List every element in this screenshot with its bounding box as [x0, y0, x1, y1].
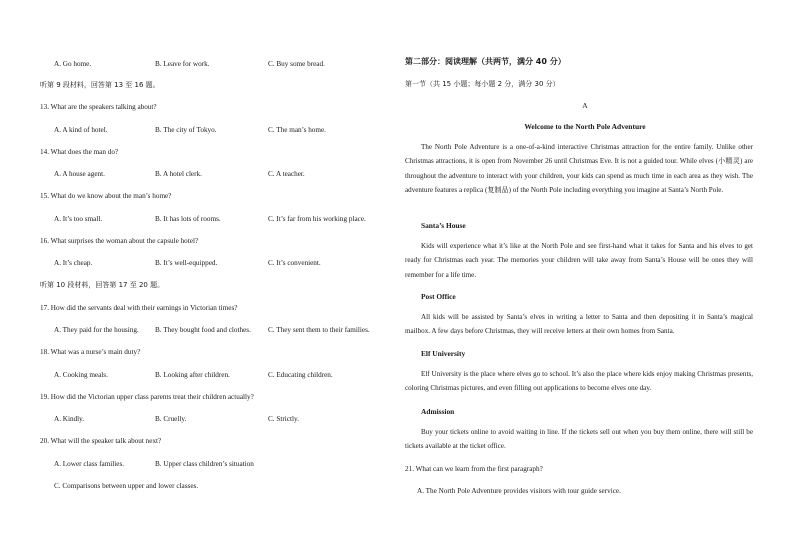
q21-option-a[interactable]: A. The North Pole Adventure provides visitors with tour guide service. — [417, 487, 621, 495]
q13-option-c[interactable]: C. The man’s home. — [268, 126, 326, 134]
question-15: 15. What do we know about the man’s home? — [40, 192, 172, 200]
question-19: 19. How did the Victorian upper class parents treat their children actually? — [40, 393, 254, 401]
q14-option-a[interactable]: A. A house agent. — [54, 170, 105, 178]
paragraph-santas-house: Kids will experience what it’s like at the North Pole and see first-hand what it takes for Santa and his elves to get ready for Christmas each year. The memories your children will take away from Santa’s House will be ones they will remember for a life time. — [405, 242, 753, 279]
q19-option-a[interactable]: A. Kindly. — [54, 415, 85, 423]
q16-option-a[interactable]: A. It’s cheap. — [54, 259, 93, 267]
q17-option-c[interactable]: C. They sent them to their families. — [268, 326, 370, 334]
part-two-heading: 第二部分：阅读理解（共两节，满分 40 分） — [405, 57, 566, 66]
paragraph-post-office: All kids will be assisted by Santa’s elves in writing a letter to Santa and then depositing it in Santa’s magical mailbox. A few days before Christmas, they will receive letters at their own homes from Santa. — [405, 313, 753, 336]
q20-option-c[interactable]: C. Comparisons between upper and lower classes. — [54, 482, 199, 490]
question-16: 16. What surprises the woman about the capsule hotel? — [40, 237, 199, 245]
paragraph-intro: The North Pole Adventure is a one-of-a-kind interactive Christmas attraction for the entire family. Unlike other Christmas attractions, it is open from November 26 until Christmas Eve. It is not a guided tour. While elves (小精灵) are throughout the adventure to interact with your children, your kids can spend as much time in each area as they wish. The adventure features a replica (复制品) of the North Pole including everything you imagine at Santa’s North Pole. — [405, 143, 753, 194]
q15-option-c[interactable]: C. It’s far from his working place. — [268, 215, 366, 223]
question-13: 13. What are the speakers talking about? — [40, 103, 157, 111]
section-one-heading: 第一节（共 15 小题；每小题 2 分，满分 30 分） — [405, 80, 560, 88]
q18-option-a[interactable]: A. Cooking meals. — [54, 371, 108, 379]
heading-post-office: Post Office — [421, 292, 456, 301]
heading-admission: Admission — [421, 407, 455, 416]
q12-option-a[interactable]: A. Go home. — [54, 60, 92, 68]
instruction-material-10: 听第 10 段材料，回答第 17 至 20 题。 — [40, 281, 165, 289]
instruction-material-9: 听第 9 段材料，回答第 13 至 16 题。 — [40, 81, 160, 89]
q16-option-c[interactable]: C. It’s convenient. — [268, 259, 321, 267]
q20-option-b[interactable]: B. Upper class children’s situation — [155, 460, 254, 468]
q16-option-b[interactable]: B. It’s well-equipped. — [155, 259, 218, 267]
q14-option-c[interactable]: C. A teacher. — [268, 170, 305, 178]
question-20: 20. What will the speaker talk about next? — [40, 437, 162, 445]
question-14: 14. What does the man do? — [40, 148, 119, 156]
passage-title: Welcome to the North Pole Adventure — [524, 122, 646, 131]
q13-option-a[interactable]: A. A kind of hotel. — [54, 126, 108, 134]
q18-option-b[interactable]: B. Looking after children. — [155, 371, 230, 379]
heading-santas-house: Santa’s House — [421, 221, 466, 230]
heading-elf-university: Elf University — [421, 349, 466, 358]
q19-option-b[interactable]: B. Cruelly. — [155, 415, 187, 423]
q17-option-b[interactable]: B. They bought food and clothes. — [155, 326, 251, 334]
q12-option-b[interactable]: B. Leave for work. — [155, 60, 210, 68]
q12-option-c[interactable]: C. Buy some bread. — [268, 60, 325, 68]
q17-option-a[interactable]: A. They paid for the housing. — [54, 326, 139, 334]
q14-option-b[interactable]: B. A hotel clerk. — [155, 170, 202, 178]
question-17: 17. How did the servants deal with their earnings in Victorian times? — [40, 304, 238, 312]
paragraph-admission: Buy your tickets online to avoid waiting in line. If the tickets sell out when you buy them online, there will still be tickets available at the ticket office. — [405, 428, 753, 451]
q18-option-c[interactable]: C. Educating children. — [268, 371, 333, 379]
q15-option-a[interactable]: A. It’s too small. — [54, 215, 103, 223]
paragraph-elf-university: Elf University is the place where elves go to school. It’s also the place where kids enjoy making Christmas presents, coloring Christmas pictures, and even filling out applications to become elves one day. — [405, 370, 753, 393]
passage-letter: A — [582, 101, 588, 110]
q19-option-c[interactable]: C. Strictly. — [268, 415, 299, 423]
question-18: 18. What was a nurse’s main duty? — [40, 348, 141, 356]
q13-option-b[interactable]: B. The city of Tokyo. — [155, 126, 217, 134]
q20-option-a[interactable]: A. Lower class families. — [54, 460, 125, 468]
q15-option-b[interactable]: B. It has lots of rooms. — [155, 215, 221, 223]
question-21: 21. What can we learn from the first paragraph? — [405, 465, 543, 473]
